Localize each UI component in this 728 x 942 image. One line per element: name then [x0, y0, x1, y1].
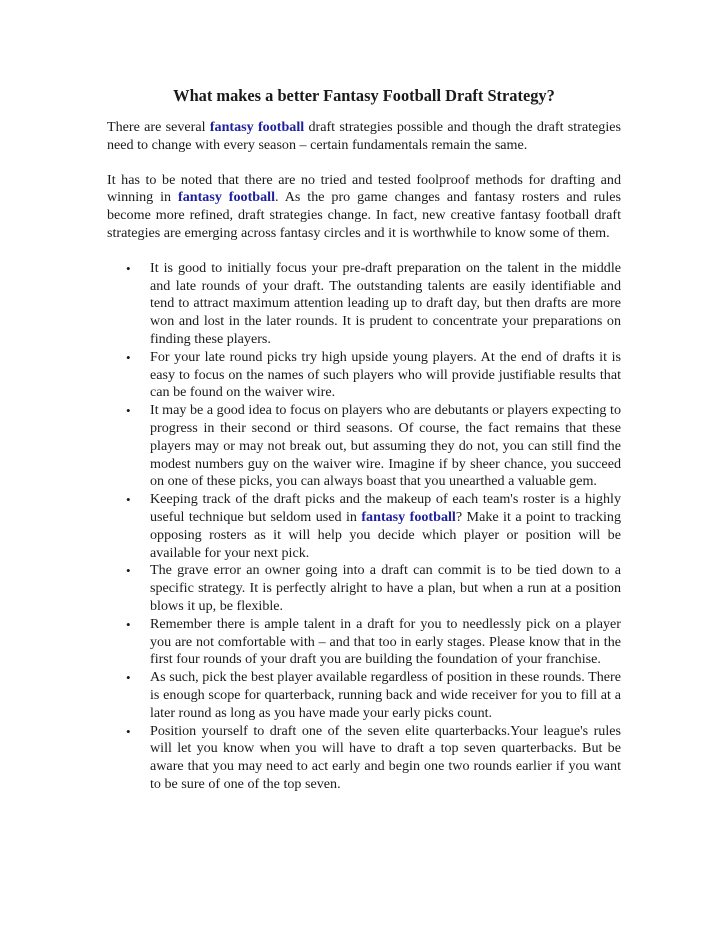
bullet-icon: • — [126, 492, 131, 508]
fantasy-football-link[interactable]: fantasy football — [178, 189, 276, 206]
bullet-icon: • — [126, 260, 131, 276]
strategy-item — [126, 562, 621, 615]
strategy-list — [107, 260, 621, 794]
strategy-item — [126, 615, 621, 669]
strategy-text: It is good to initially focus your pre-draft preparation on the talent in the middle and late rounds of your draft. The outstanding talents are easily identifiable and tend to attract maximum attention leading up to draft day, but then drafts are more won and lost in the later rounds. It is prudent to concentrate your preparations on finding these players. — [150, 259, 621, 347]
document-page — [107, 86, 621, 794]
strategy-item — [126, 669, 621, 722]
strategy-item — [126, 402, 621, 491]
bullet-icon: • — [126, 616, 131, 632]
bullet-icon: • — [126, 670, 131, 686]
intro-text-end: draft strategies possible and though the draft strategies need to change with every season – certain fundamentals remain the same. — [107, 119, 622, 153]
methods-paragraph — [107, 172, 621, 243]
bullet-icon: • — [126, 349, 131, 365]
strategy-item — [126, 348, 621, 402]
bullet-icon: • — [126, 403, 131, 419]
fantasy-football-link[interactable]: fantasy football — [209, 119, 305, 135]
fantasy-football-link[interactable]: fantasy football — [361, 508, 456, 525]
bullet-icon: • — [126, 723, 131, 739]
strategy-text-end: ? Make it a point to tracking opposing rosters as it will help you decide which player or position will be available for your next pick. — [150, 508, 621, 561]
strategy-text: Remember there is ample talent in a draft for you to needlessly pick on a player you are not comfortable with – and that too in early stages. Please know that in the first four rounds of your draft you are building the foundation of your franchise. — [150, 615, 621, 668]
intro-text-start: There are several — [107, 119, 210, 135]
bullet-icon: • — [126, 563, 131, 579]
document-title: What makes a better Fantasy Football Draft Strategy? — [173, 86, 555, 105]
strategy-text: Position yourself to draft one of the seven elite quarterbacks.Your league's rules will let you know when you will have to draft a top seven quarterbacks. But be aware that you may need to act early and begin one two rounds earlier if you want to be sure of one of the top seven. — [150, 722, 621, 792]
strategy-item — [126, 491, 621, 562]
strategy-text-start: Keeping track of the draft picks and the makeup of each team's roster is a highly useful technique but seldom used in — [150, 491, 621, 525]
strategy-item — [126, 722, 621, 794]
strategy-item — [126, 259, 621, 349]
methods-text-start: It has to be noted that there are no tried and tested foolproof methods for drafting and winning in — [107, 171, 621, 206]
strategy-text: As such, pick the best player available regardless of position in these rounds. There is enough scope for quarterback, running back and wide receiver for you to fill at a later round as long as you have made your early picks count. — [150, 669, 621, 721]
intro-paragraph — [107, 119, 621, 155]
strategy-text: The grave error an owner going into a draft can commit is to be tied down to a specific strategy. It is perfectly alright to have a plan, but when a run at a position blows it up, be flexible. — [150, 562, 621, 614]
methods-text-end: . As the pro game changes and fantasy rosters and rules become more refined, draft strategies change. In fact, new creative fantasy football draft strategies are emerging across fantasy circles and it is worthwhile to know some of them. — [107, 189, 621, 241]
strategy-text: For your late round picks try high upside young players. At the end of drafts it is easy to focus on the names of such players who will provide justifiable results that can be found on the waiver wire. — [150, 348, 621, 401]
strategy-text: It may be a good idea to focus on players who are debutants or players expecting to progress in their second or third seasons. Of course, the fact remains that these players may or may not break out, but assuming they do not, you can still find the modest numbers guy on the waiver wire. Imagine if by sheer chance, you succeed on one of these picks, you can always boast that you unearthed a valuable gem. — [150, 402, 621, 490]
